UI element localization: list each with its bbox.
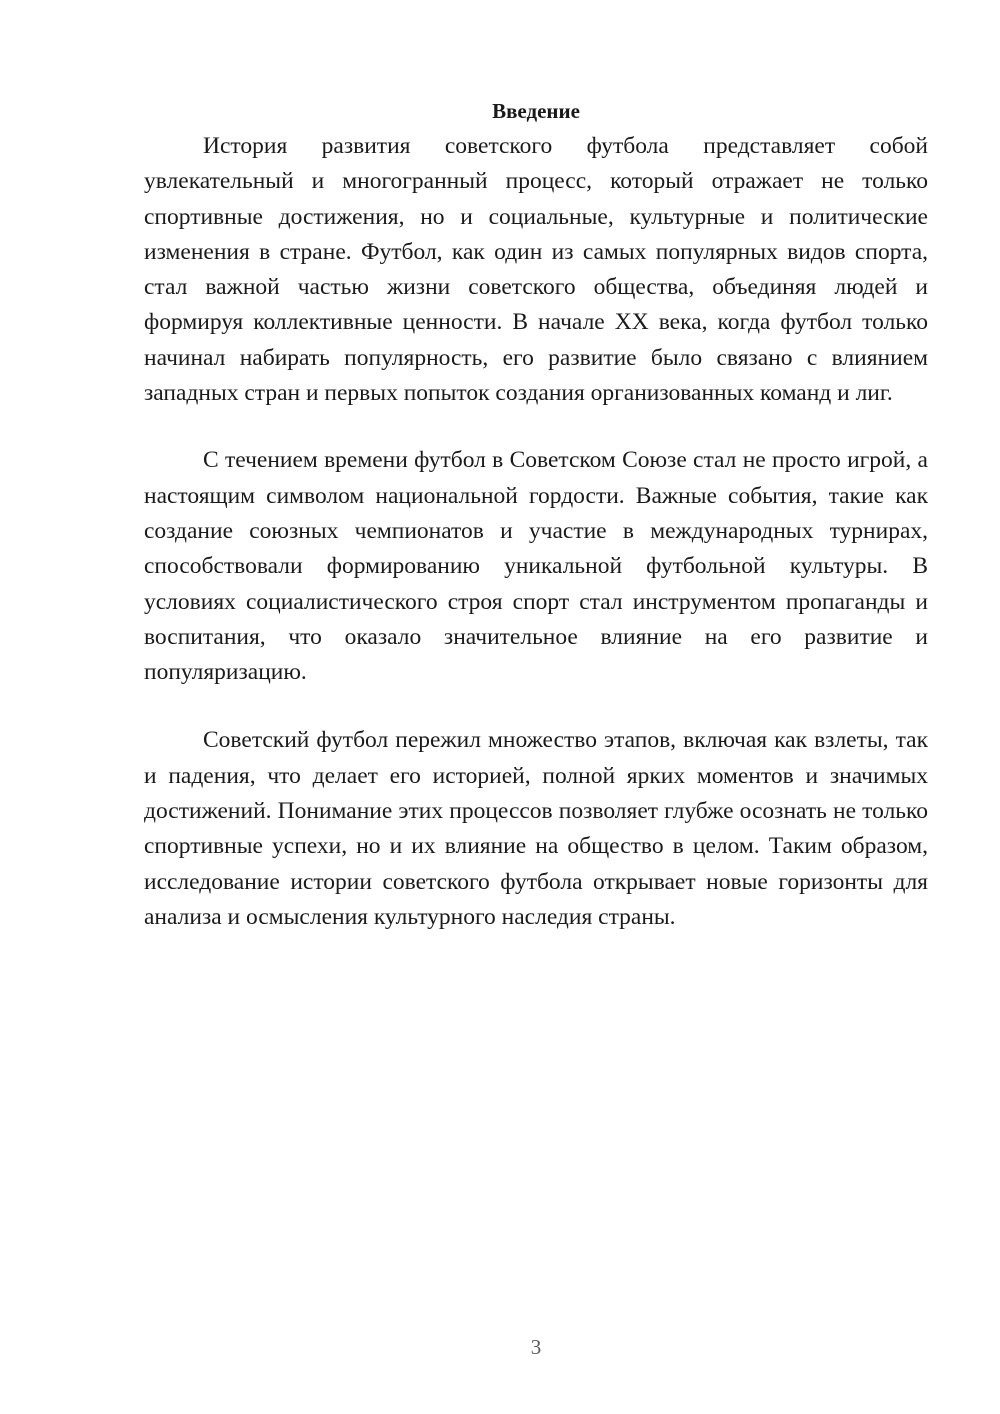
section-title: Введение bbox=[492, 99, 580, 123]
paragraph-3: Советский футбол пережил множество этапов, включая как взлеты, так и падения, что делает его историей, полной ярких моментов и значимых достижений. Понимание этих процессов позволяет глубже осознать не только спортивные успехи, но и их влияние на общество в целом. Таким образом, исследование истории советского футбола открывает новые горизонты для анализа и осмысления культурного наследия страны. bbox=[144, 727, 928, 930]
page-number: 3 bbox=[530, 1335, 542, 1359]
paragraph-1: История развития советского футбола представляет собой увлекательный и многогранный процесс, который отражает не только спортивные достижения, но и социальные, культурные и политические изменения в стране. Футбол, как один из самых популярных видов спорта, стал важной частью жизни советского общества, объединяя людей и формируя коллективные ценности. В начале XX века, когда футбол только начинал набирать популярность, его развитие было связано с влиянием западных стран и первых попыток создания организованных команд и лиг. bbox=[144, 133, 928, 407]
page-content bbox=[144, 94, 928, 935]
paragraph-2: С течением времени футбол в Советском Союзе стал не просто игрой, а настоящим символом национальной гордости. Важные события, такие как создание союзных чемпионатов и участие в международных турнирах, способствовали формированию уникальной футбольной культуры. В условиях социалистического строя спорт стал инструментом пропаганды и воспитания, что оказало значительное влияние на его развитие и популяризацию. bbox=[144, 447, 928, 686]
